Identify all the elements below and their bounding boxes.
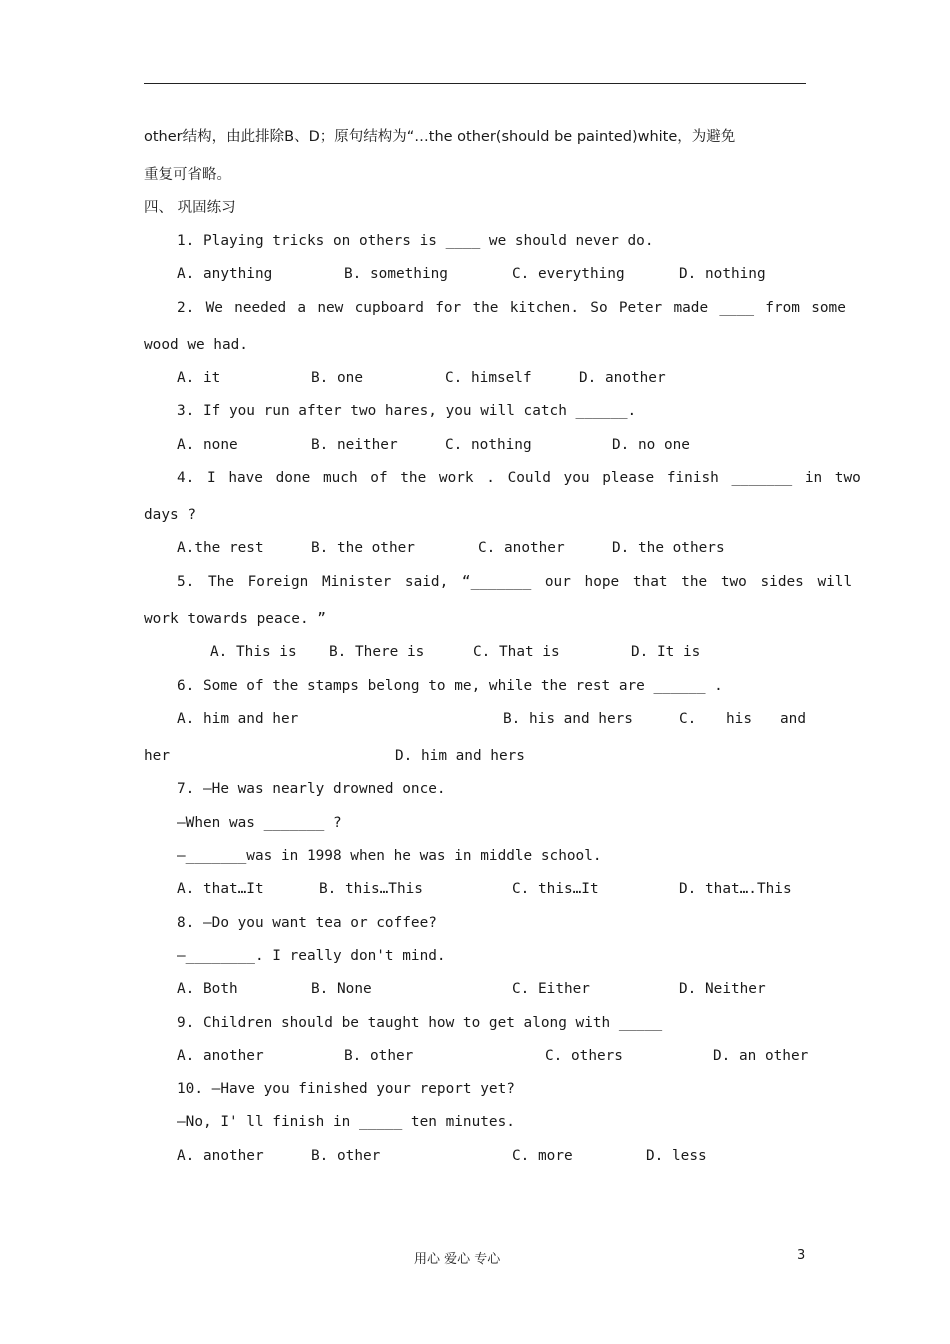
q6-option-b: B. his and hers [503,711,633,727]
q6-option-a: A. him and her [177,711,299,727]
intro-line-2: 重复可省略。 [144,167,231,183]
q5-option-b: B. There is [329,644,425,660]
q7-option-c: C. this…It [512,881,599,897]
q4-option-b: B. the other [311,540,415,556]
question-6-stem: 6. Some of the stamps belong to me, while the rest are ______ . [177,678,723,694]
q5-option-a: A. This is [210,644,297,660]
question-4-stem: 4. I have done much of the work . Could you please finish _______ in two [177,470,861,486]
q6-option-c-label: C. [679,711,697,727]
q9-option-d: D. an other [713,1048,809,1064]
question-4-stem-cont: days ? [144,507,196,523]
q4-option-c: C. another [478,540,565,556]
q10-option-d: D. less [646,1148,707,1164]
q6-option-d: D. him and hers [395,748,525,764]
q7-option-d: D. that….This [679,881,792,897]
question-9-stem: 9. Children should be taught how to get along with _____ [177,1015,663,1031]
q4-option-d: D. the others [612,540,725,556]
question-5-stem: 5. The Foreign Minister said, “_______ our hope that the two sides will [177,574,853,590]
section-heading: 四、 巩固练习 [144,200,236,216]
q1-option-c: C. everything [512,266,625,282]
q7-option-b: B. this…This [319,881,423,897]
question-2-stem: 2. We needed a new cupboard for the kitchen. So Peter made ____ from some [177,300,846,316]
question-10-stem: 10. —Have you finished your report yet? [177,1081,515,1097]
q3-option-b: B. neither [311,437,398,453]
page-number: 3 [797,1248,806,1263]
q2-option-a: A. it [177,370,221,386]
footer-slogan: 用心 爱心 专心 [414,1252,501,1267]
q5-option-c: C. That is [473,644,560,660]
q10-option-b: B. other [311,1148,381,1164]
q4-option-a: A.the rest [177,540,264,556]
question-8-dialog-1: —________. I really don't mind. [177,948,446,964]
q1-option-d: D. nothing [679,266,766,282]
q5-option-d: D. It is [631,644,701,660]
q7-option-a: A. that…It [177,881,264,897]
q3-option-a: A. none [177,437,238,453]
question-2-stem-cont: wood we had. [144,337,248,353]
q8-option-c: C. Either [512,981,590,997]
q3-option-d: D. no one [612,437,690,453]
q10-option-a: A. another [177,1148,264,1164]
q8-option-b: B. None [311,981,372,997]
question-7-dialog-1: —When was _______ ? [177,815,342,831]
q9-option-c: C. others [545,1048,623,1064]
q6-option-c-word-3: her [144,748,170,764]
question-10-dialog-1: —No, I' ll finish in _____ ten minutes. [177,1114,515,1130]
question-7-stem: 7. —He was nearly drowned once. [177,781,446,797]
q6-option-c-word-2: and [780,711,806,727]
q2-option-b: B. one [311,370,363,386]
q6-option-c-word-1: his [726,711,752,727]
question-8-stem: 8. —Do you want tea or coffee? [177,915,437,931]
q8-option-d: D. Neither [679,981,766,997]
header-rule [144,83,806,84]
q8-option-a: A. Both [177,981,238,997]
question-7-dialog-2: —_______was in 1998 when he was in middle school. [177,848,602,864]
q3-option-c: C. nothing [445,437,532,453]
q2-option-c: C. himself [445,370,532,386]
q10-option-c: C. more [512,1148,573,1164]
q1-option-a: A. anything [177,266,273,282]
q1-option-b: B. something [344,266,448,282]
q9-option-b: B. other [344,1048,414,1064]
q2-option-d: D. another [579,370,666,386]
question-1-stem: 1. Playing tricks on others is ____ we should never do. [177,233,654,249]
question-3-stem: 3. If you run after two hares, you will catch ______. [177,403,637,419]
q9-option-a: A. another [177,1048,264,1064]
intro-line-1: other结构，由此排除B、D；原句结构为“…the other(should be painted)white，为避免 [144,129,736,145]
question-5-stem-cont: work towards peace. ” [144,611,326,627]
